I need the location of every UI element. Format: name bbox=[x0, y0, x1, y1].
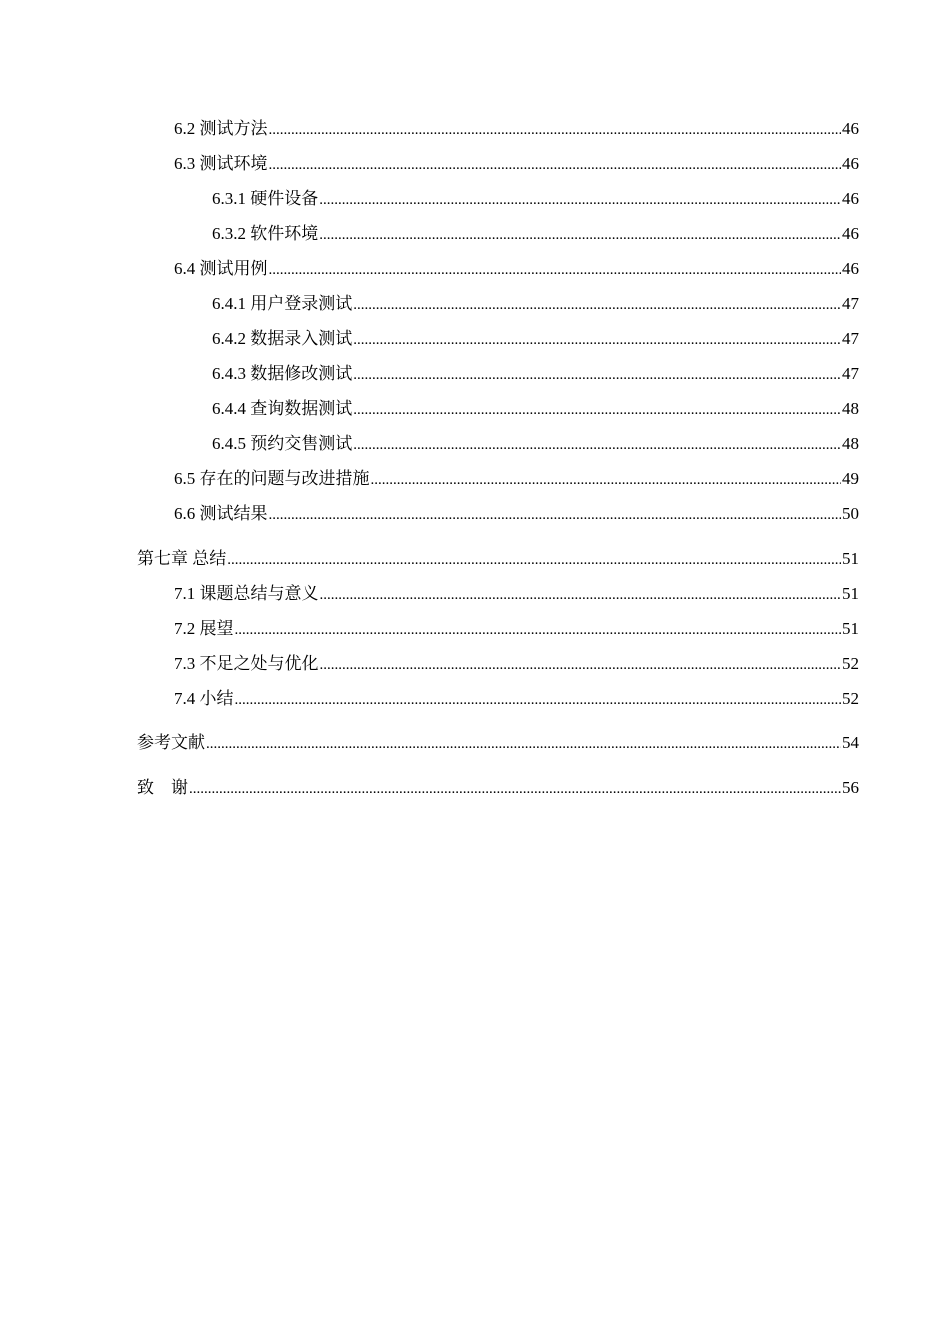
toc-entry-page: 47 bbox=[842, 294, 859, 313]
toc-entry-7-2[interactable] bbox=[174, 614, 859, 640]
toc-entry-page: 49 bbox=[842, 469, 859, 488]
toc-entry-page: 54 bbox=[842, 733, 859, 752]
toc-dot-leader bbox=[320, 655, 842, 675]
toc-dot-leader bbox=[269, 260, 842, 280]
toc-dot-leader bbox=[353, 435, 841, 455]
toc-entry-page: 51 bbox=[842, 549, 859, 568]
toc-entry-7-1[interactable] bbox=[174, 579, 859, 605]
toc-dot-leader bbox=[353, 400, 841, 420]
toc-entry-7-3[interactable] bbox=[174, 649, 859, 675]
toc-entry-label: 6.4 测试用例 bbox=[174, 259, 268, 278]
toc-entry-6-4-1[interactable] bbox=[212, 289, 859, 315]
toc-entry-label: 参考文献 bbox=[137, 733, 205, 752]
toc-dot-leader bbox=[319, 225, 841, 245]
toc-entry-page: 51 bbox=[842, 619, 859, 638]
toc-entry-page: 46 bbox=[842, 259, 859, 278]
toc-entry-label: 6.6 测试结果 bbox=[174, 504, 268, 523]
toc-entry-label: 第七章 总结 bbox=[137, 549, 227, 568]
toc-entry-6-3-2[interactable] bbox=[212, 219, 859, 245]
toc-dot-leader bbox=[269, 120, 842, 140]
toc-entry-chapter-7[interactable] bbox=[137, 544, 859, 570]
toc-entry-6-4-4[interactable] bbox=[212, 394, 859, 420]
toc-entry-label: 7.2 展望 bbox=[174, 619, 234, 638]
toc-dot-leader bbox=[353, 365, 841, 385]
toc-entry-page: 51 bbox=[842, 584, 859, 603]
toc-entry-page: 46 bbox=[842, 224, 859, 243]
toc-entry-page: 46 bbox=[842, 154, 859, 173]
toc-entry-6-4-5[interactable] bbox=[212, 429, 859, 455]
toc-dot-leader bbox=[227, 550, 841, 570]
toc-entry-6-4[interactable] bbox=[174, 254, 859, 280]
toc-dot-leader bbox=[353, 330, 841, 350]
toc-entry-page: 56 bbox=[842, 778, 859, 797]
toc-entry-label: 7.3 不足之处与优化 bbox=[174, 654, 319, 673]
toc-entry-references[interactable] bbox=[137, 728, 859, 754]
toc-entry-label: 7.4 小结 bbox=[174, 689, 234, 708]
toc-dot-leader bbox=[206, 734, 841, 754]
toc-entry-6-6[interactable] bbox=[174, 499, 859, 525]
toc-dot-leader bbox=[320, 585, 842, 605]
toc-entry-page: 46 bbox=[842, 119, 859, 138]
toc-entry-label: 致 谢 bbox=[137, 778, 188, 797]
toc-dot-leader bbox=[353, 295, 841, 315]
toc-entry-label: 6.2 测试方法 bbox=[174, 119, 268, 138]
toc-dot-leader bbox=[235, 690, 842, 710]
toc-entry-label: 6.4.2 数据录入测试 bbox=[212, 329, 353, 348]
toc-entry-page: 52 bbox=[842, 654, 859, 673]
toc-entry-label: 6.4.5 预约交售测试 bbox=[212, 434, 353, 453]
toc-entry-page: 46 bbox=[842, 189, 859, 208]
toc-entry-6-3-1[interactable] bbox=[212, 184, 859, 210]
toc-entry-label: 7.1 课题总结与意义 bbox=[174, 584, 319, 603]
toc-entry-label: 6.3.2 软件环境 bbox=[212, 224, 319, 243]
toc-entry-6-4-3[interactable] bbox=[212, 359, 859, 385]
toc-dot-leader bbox=[371, 470, 842, 490]
toc-entry-label: 6.3.1 硬件设备 bbox=[212, 189, 319, 208]
toc-entry-page: 52 bbox=[842, 689, 859, 708]
toc-entry-7-4[interactable] bbox=[174, 684, 859, 710]
toc-entry-page: 48 bbox=[842, 434, 859, 453]
toc-entry-label: 6.4.4 查询数据测试 bbox=[212, 399, 353, 418]
toc-entry-page: 48 bbox=[842, 399, 859, 418]
toc-dot-leader bbox=[269, 155, 842, 175]
toc-dot-leader bbox=[269, 505, 842, 525]
toc-entry-label: 6.4.1 用户登录测试 bbox=[212, 294, 353, 313]
toc-entry-acknowledgements[interactable] bbox=[137, 773, 859, 799]
toc-entry-6-2[interactable] bbox=[174, 114, 859, 140]
toc-dot-leader bbox=[319, 190, 841, 210]
toc-entry-label: 6.5 存在的问题与改进措施 bbox=[174, 469, 370, 488]
toc-dot-leader bbox=[189, 779, 841, 799]
toc-entry-page: 47 bbox=[842, 364, 859, 383]
toc-entry-6-5[interactable] bbox=[174, 464, 859, 490]
toc-entry-page: 50 bbox=[842, 504, 859, 523]
toc-entry-6-4-2[interactable] bbox=[212, 324, 859, 350]
toc-dot-leader bbox=[235, 620, 842, 640]
toc-entry-label: 6.3 测试环境 bbox=[174, 154, 268, 173]
toc-entry-6-3[interactable] bbox=[174, 149, 859, 175]
toc-entry-page: 47 bbox=[842, 329, 859, 348]
toc-entry-label: 6.4.3 数据修改测试 bbox=[212, 364, 353, 383]
